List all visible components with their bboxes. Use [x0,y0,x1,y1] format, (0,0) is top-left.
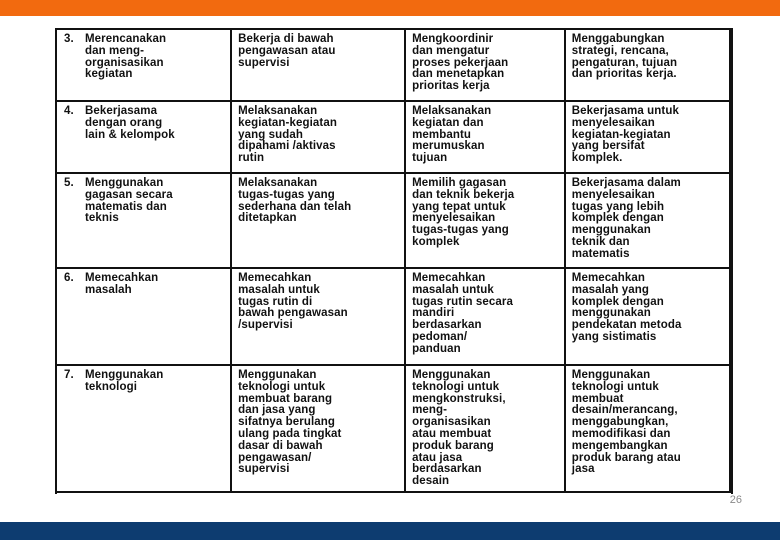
level-1-cell: Menggunakan teknologi untuk membuat barang dan jasa yang sifatnya berulang ulang pada tingkat dasar di bawah pengawasan/ supervisi [231,365,405,492]
level-2-cell: Memilih gagasan dan teknik bekerja yang tepat untuk menyelesaikan tugas-tugas yang komplek [405,173,565,268]
level-3-cell: Memecahkan masalah yang komplek dengan menggunakan pendekatan metoda yang sistimatis [565,268,730,365]
table-row [56,365,730,492]
competency-text: Memecahkan masalah [85,272,159,296]
table-row [56,268,730,365]
level-2-cell: Melaksanakan kegiatan dan membantu merumuskan tujuan [405,101,565,173]
competency-table [55,28,731,493]
level-1-cell: Memecahkan masalah untuk tugas rutin di bawah pengawasan /supervisi [231,268,405,365]
level-2-cell: Memecahkan masalah untuk tugas rutin secara mandiri berdasarkan pedoman/ panduan [405,268,565,365]
row-number: 3. [64,33,74,45]
level-3-cell: Bekerjasama untuk menyelesaikan kegiatan-kegiatan yang bersifat komplek. [565,101,730,173]
table-row [56,101,730,173]
competency-text: Bekerjasama dengan orang lain & kelompok [85,105,175,141]
table-row [56,29,730,101]
row-number: 4. [64,105,74,117]
competency-text: Menggunakan gagasan secara matematis dan teknis [85,177,173,225]
row-number: 5. [64,177,74,189]
slide-number: 26 [729,494,742,506]
level-1-cell: Bekerja di bawah pengawasan atau supervisi [231,29,405,101]
competency-cell [56,173,231,268]
level-2-cell: Menggunakan teknologi untuk mengkonstruksi, meng- organisasikan atau membuat produk barang atau jasa berdasarkan desain [405,365,565,492]
level-1-cell: Melaksanakan tugas-tugas yang sederhana dan telah ditetapkan [231,173,405,268]
level-3-cell: Menggabungkan strategi, rencana, pengaturan, tujuan dan prioritas kerja. [565,29,730,101]
row-number: 7. [64,369,74,381]
level-1-cell: Melaksanakan kegiatan-kegiatan yang sudah dipahami /aktivas rutin [231,101,405,173]
competency-text: Merencanakan dan meng- organisasikan kegiatan [85,33,167,81]
competency-cell [56,268,231,365]
table-row [56,173,730,268]
level-3-cell: Menggunakan teknologi untuk membuat desain/merancang, menggabungkan, memodifikasi dan mengembangkan produk barang atau jasa [565,365,730,492]
level-3-cell: Bekerjasama dalam menyelesaikan tugas yang lebih komplek dengan menggunakan teknik dan matematis [565,173,730,268]
competency-cell [56,29,231,101]
level-2-cell: Mengkoordinir dan mengatur proses pekerjaan dan menetapkan prioritas kerja [405,29,565,101]
competency-cell [56,365,231,492]
row-number: 6. [64,272,74,284]
competency-text: Menggunakan teknologi [85,369,164,393]
bottom-accent-bar [0,522,780,540]
top-accent-bar [0,0,780,16]
competency-cell [56,101,231,173]
